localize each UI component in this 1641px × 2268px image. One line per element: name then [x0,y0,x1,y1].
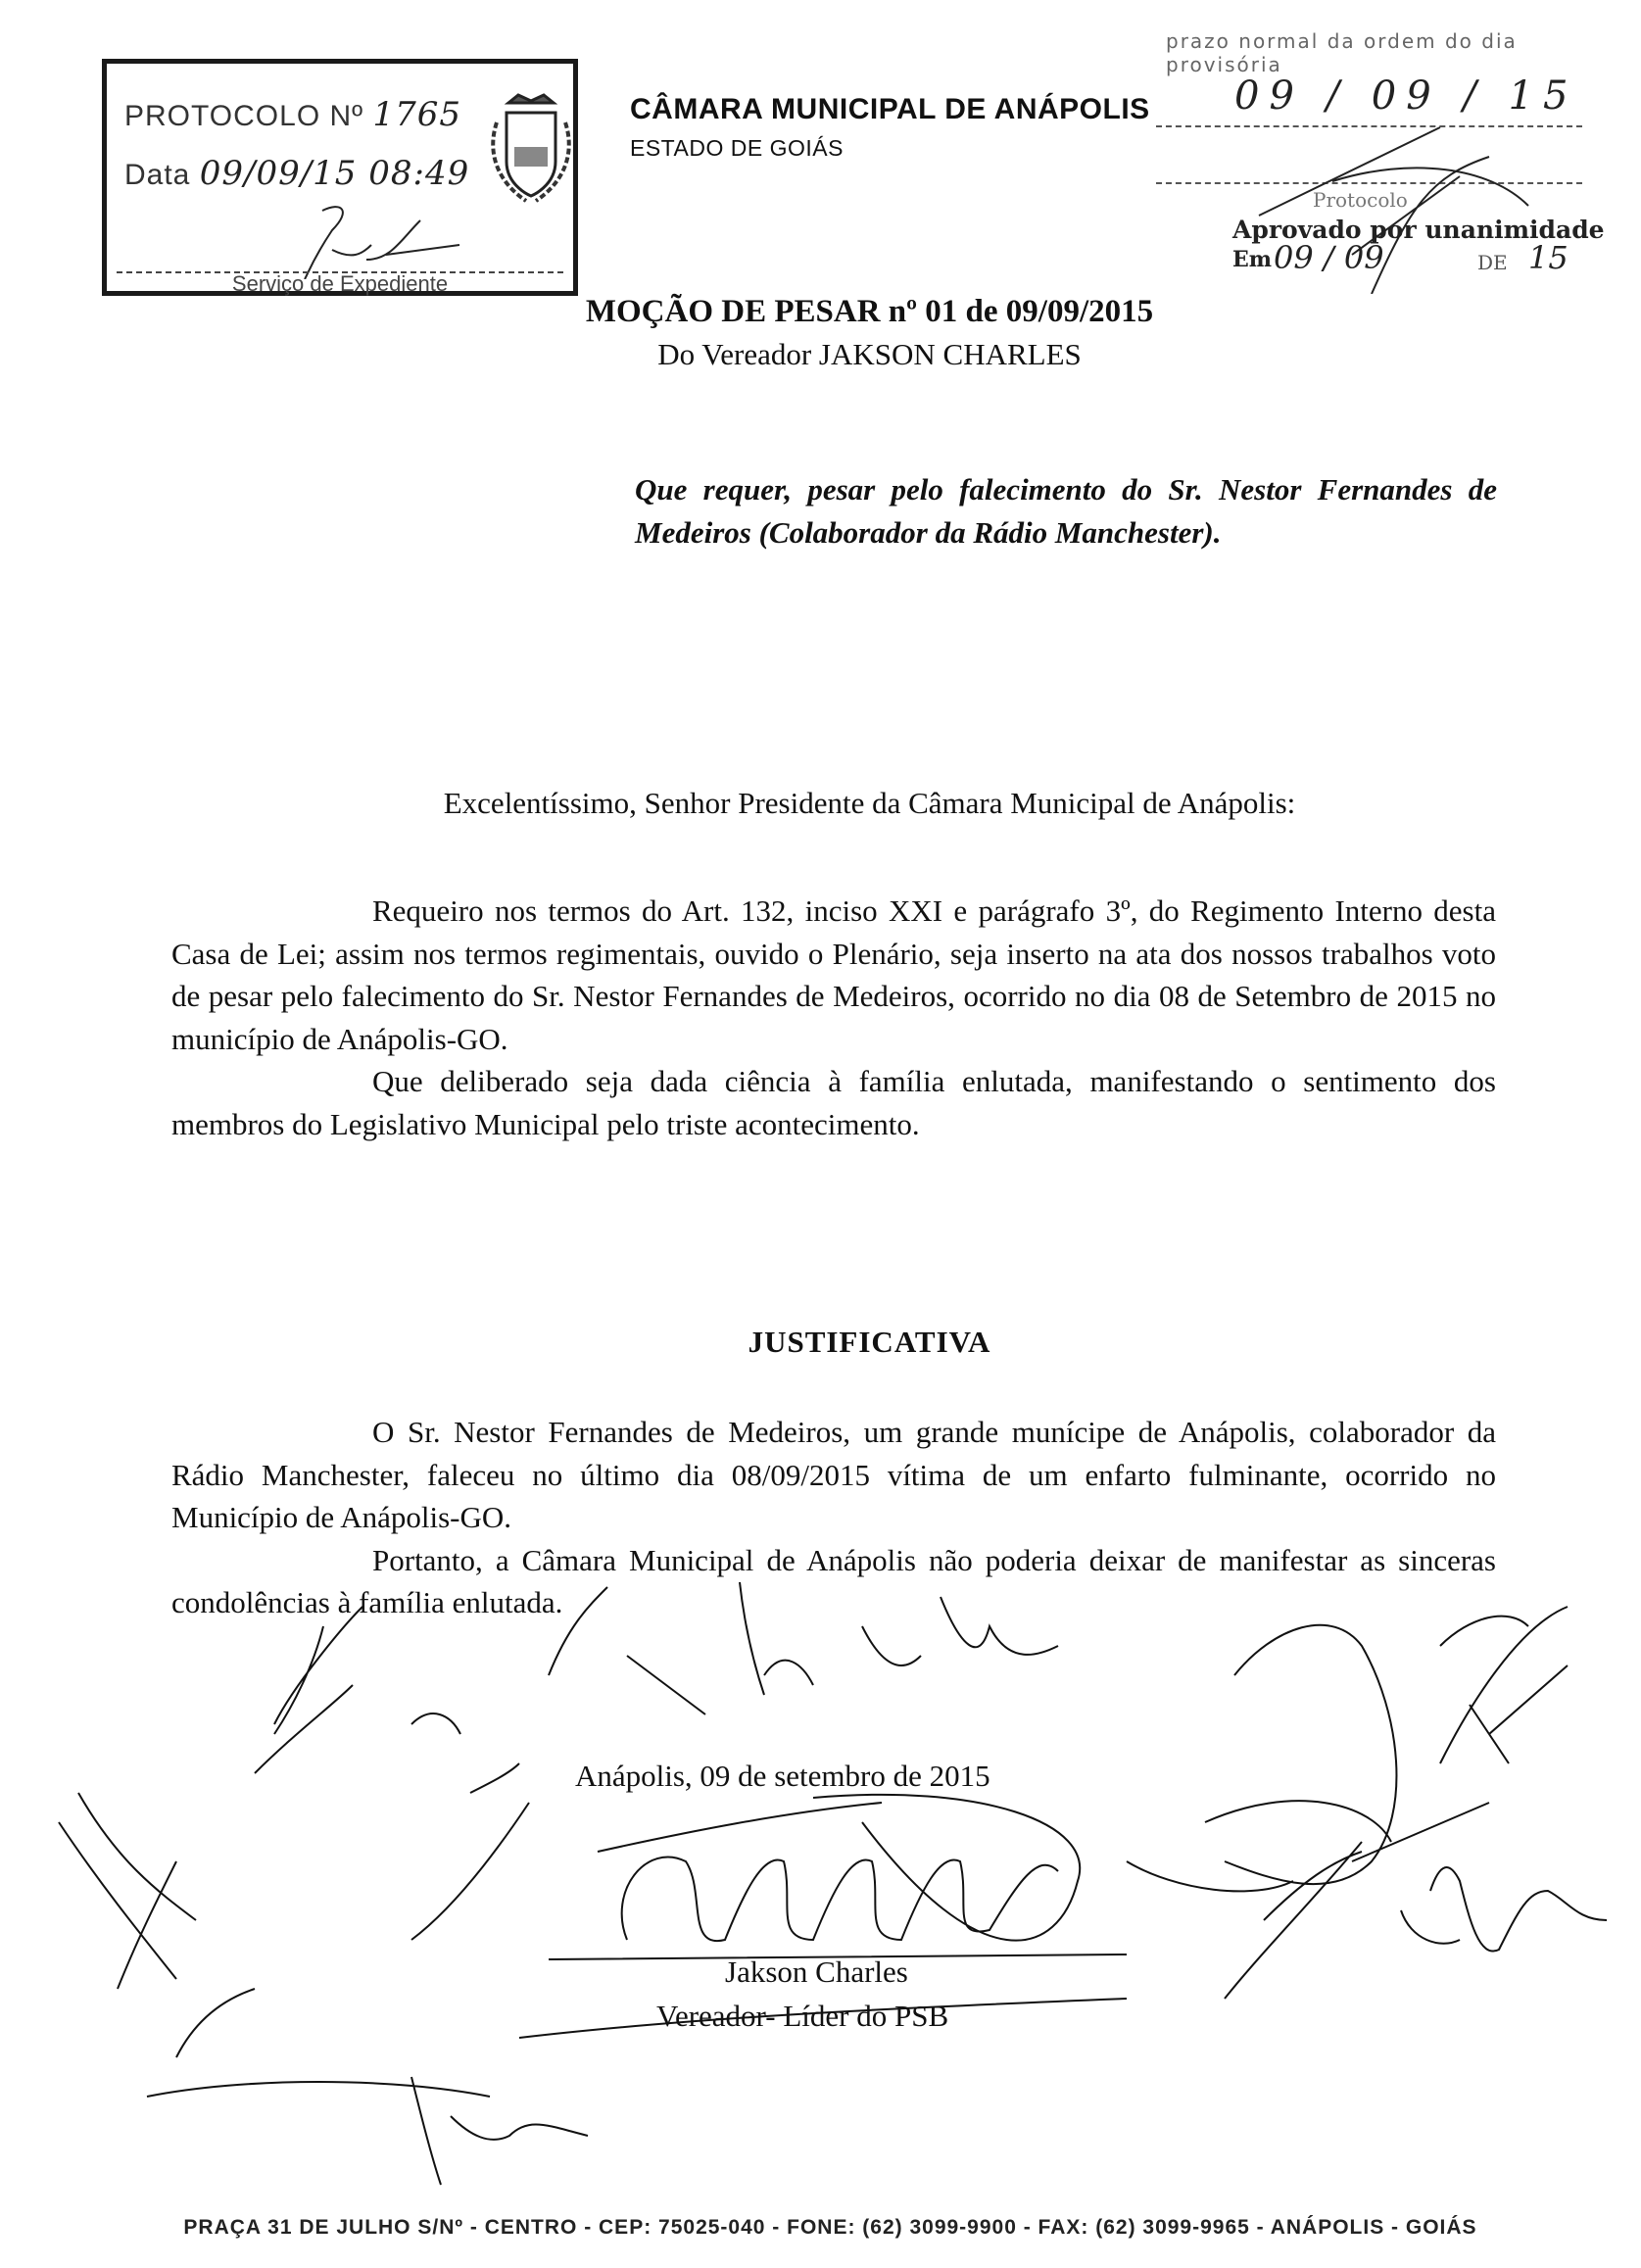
signature-left [59,1607,362,2057]
approval-header-text: prazo normal da ordem do dia provisória [1166,29,1518,76]
document-title: MOÇÃO DE PESAR nº 01 de 09/09/2015 [585,294,1154,329]
signature-bottom-left [147,2077,588,2185]
footer-address: PRAÇA 31 DE JULHO S/Nº - CENTRO - CEP: 75025-040 - FONE: (62) 3099-9900 - FAX: (62) 3099-9965 - ANÁPOLIS - GOIÁS [183,2216,1477,2239]
approval-status: Aprovado por unanimidade [1232,216,1605,244]
approval-signature [1117,10,1641,294]
signatures-area [0,1568,1641,2234]
signature-ascen [411,1713,529,1940]
request-paragraph: Requeiro nos termos do Art. 132, inciso XXI e parágrafo 3º, do Regimento Interno desta Casa de Lei; assim nos termos regimentais, ouvido o Plenário, seja inserto na ata dos nossos trabalhos voto de pesar pelo falecimento do Sr. Nestor Fernandes de Medeiros, ocorrido no dia 08 de Setembro de 2015 no município de Anápolis-GO. [171,893,1496,1056]
protocol-date-value: 09/09/15 08:49 [199,154,470,193]
approval-first-date: 09 / 09 / 15 [1234,73,1578,119]
protocol-label: PROTOCOLO Nº [124,100,364,132]
coat-of-arms-icon [487,93,575,211]
signer-role: Vereador- Líder do PSB [656,1999,949,2033]
approval-year-label: DE [1477,251,1508,274]
signature-right-loop [1127,1625,1396,1892]
document-summary: Que requer, pesar pelo falecimento do Sr. Nestor Fernandes de Medeiros (Colaborador da Rádio Manchester). [635,472,1497,550]
approval-stamp [1117,10,1641,294]
signer-name: Jakson Charles [725,1954,908,1989]
place-and-date: Anápolis, 09 de setembro de 2015 [575,1759,990,1793]
approval-date-label: Em [1232,247,1273,272]
signature-bottom-right [1225,1803,1607,1999]
organization-state: ESTADO DE GOIÁS [630,135,844,161]
document-author: Do Vereador JAKSON CHARLES [657,337,1082,371]
signature-paulo [549,1582,1058,1714]
justification-paragraph: O Sr. Nestor Fernandes de Medeiros, um grande munícipe de Anápolis, colaborador da Rádio Manchester, faleceu no último dia 08/09/2015 vítima de um enfarto fulminante, ocorrido no Município de Anápolis-GO. [171,1415,1496,1535]
approval-protocol-text: Protocolo [1313,188,1408,212]
protocol-date-label: Data [124,159,191,191]
signature-xuk [1440,1607,1568,1763]
request-body [171,890,1496,1146]
salutation: Excelentíssimo, Senhor Presidente da Câmara Municipal de Anápolis: [443,786,1296,820]
approval-year: 15 [1528,239,1569,276]
protocol-number: 1765 [372,95,461,134]
justification-paragraph: Portanto, a Câmara Municipal de Anápolis não poderia deixar de manifestar as sinceras condolências à família enlutada. [171,1542,1496,1620]
protocol-stamp [102,59,578,296]
organization-name: CÂMARA MUNICIPAL DE ANÁPOLIS [630,93,1150,125]
approval-second-date: 09 / 09 [1274,239,1384,276]
protocol-date-row [124,154,469,193]
stamp-signature [293,201,469,279]
request-paragraph: Que deliberado seja dada ciência à família enlutada, manifestando o sentimento dos membros do Legislativo Municipal pelo triste acontecimento. [171,1064,1496,1141]
justification-heading: JUSTIFICATIVA [748,1325,991,1359]
protocol-number-row [124,95,461,134]
protocol-department: Serviço de Expediente [231,271,449,296]
